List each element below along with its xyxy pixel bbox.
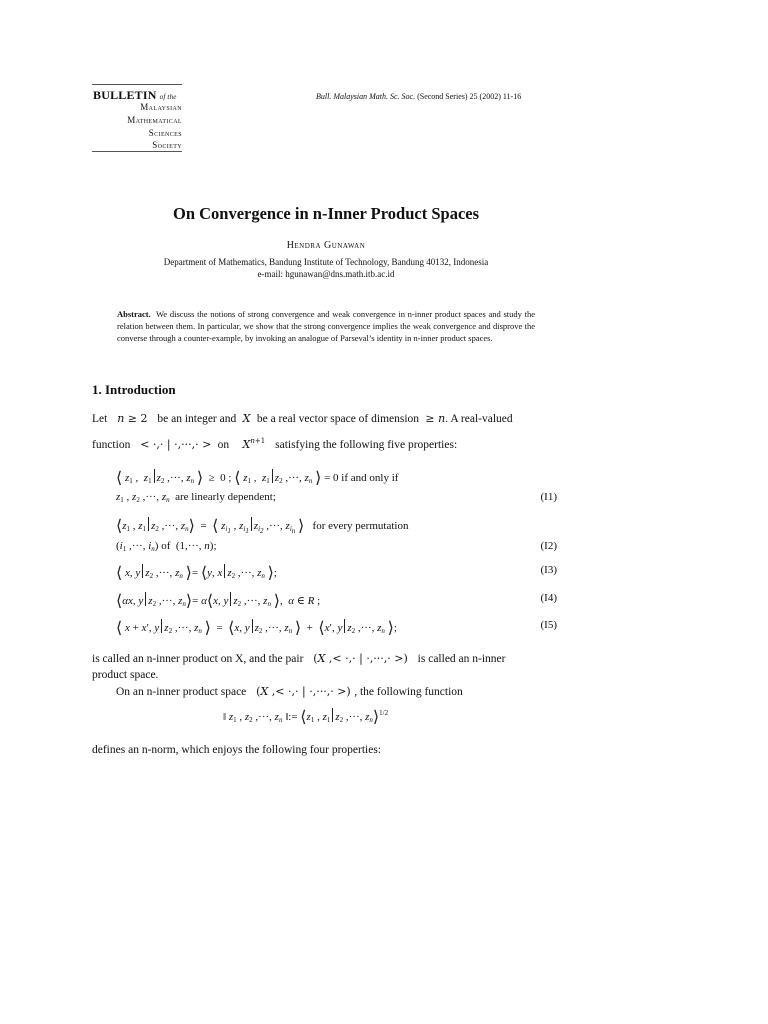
- tag-i1: (I1): [540, 491, 557, 503]
- society-line-4: Society: [152, 140, 182, 150]
- property-i2-line-1: $⟨z_1$ , $z_1$ $z_2$ ,···, $z_n⟩$ = ⟨ $z_{i_1}$ , $z_{i_1}$ $z_{i_2}$ ,···, $z_{i_n}$ ⟩ for every permutation: [116, 518, 409, 535]
- property-i3: ⟨ x, y $z_2$ ,···, $z_n$ ⟩= ⟨y, x $z_2$ ,···, $z_n$ ⟩;: [116, 565, 277, 582]
- paper-title: On Convergence in n-Inner Product Spaces: [172, 204, 480, 223]
- abstract-label: Abstract.: [117, 309, 151, 319]
- after-line-3: [116, 685, 582, 699]
- math-geq-n: ≥ n: [421, 412, 446, 425]
- tag-i3: (I3): [540, 564, 557, 576]
- i1-condition: = 0 if and only if: [324, 472, 399, 484]
- math-n-geq-2: n ≥ 2: [117, 412, 155, 425]
- paper-author: Hendra Gunawan: [286, 240, 366, 251]
- math-x-power: $X^{n+1}$: [242, 437, 266, 451]
- i2-end: ;: [213, 540, 217, 552]
- property-i2-line-2: ($i_1$ ,···, $i_n$) of (1,···, n);: [116, 540, 217, 553]
- text-satisfying: satisfying the following five properties:: [275, 439, 458, 451]
- intro-line-2: [92, 434, 558, 452]
- society-line-2: Mathematical: [127, 115, 182, 125]
- citation-details: (Second Series) 25 (2002) 11-16: [417, 92, 522, 101]
- tag-i2: (I2): [540, 540, 557, 552]
- math-x: X: [242, 412, 251, 425]
- section-heading: 1. Introduction: [92, 382, 176, 397]
- property-i4: ⟨αx, y $z_2$ ,···, $z_n⟩=$ α⟨x, y $z_2$ ,···, $z_n$ ⟩, α ∈ R ;: [116, 593, 321, 610]
- text-function: function: [92, 439, 131, 451]
- after-line-2: product space.: [92, 669, 159, 681]
- property-i5: ⟨ x + x′, y $z_2$ ,···, $z_n$ ⟩ = ⟨x, y $z_2$ ,···, $z_n$ ⟩ + ⟨x′, y $z_2$ ,···, $z_n$ ⟩;: [116, 620, 397, 637]
- math-space-pair: (X ,< ·,· | ·,···,· >): [249, 685, 355, 698]
- society-line-1: Malaysian: [140, 102, 182, 112]
- author-affiliation: Department of Mathematics, Bandung Institute of Technology, Bandung 40132, Indonesia: [163, 257, 489, 267]
- property-i1-line-2: $z_1$ , $z_2$ ,···, $z_n$ are linearly dependent;: [116, 491, 276, 504]
- journal-citation: [316, 92, 521, 101]
- i2-permutation: for every permutation: [312, 520, 409, 532]
- after-line-1: [92, 652, 558, 666]
- society-line-3: Sciences: [148, 128, 182, 138]
- math-inner-product-symbol: < ·,· | ·,···,· >: [133, 438, 215, 451]
- abstract: [117, 308, 535, 345]
- journal-masthead: [93, 88, 177, 103]
- property-i1-line-1: ⟨ $z_1$ , $z_1$ $z_2$ ,···, $z_n$ ⟩ ≥ 0 ; ⟨ $z_1$ , $z_1$ $z_2$ ,···, $z_n$ ⟩ = 0 if and only if: [116, 470, 399, 487]
- text-called-n-inner: is called an n-inner product on X, and the pair: [92, 653, 304, 665]
- of-the-label: of the: [159, 93, 177, 101]
- abstract-text: We discuss the notions of strong convergence and weak convergence in n-inner product spaces and study the relation between them. In particular, we show that the strong convergence implies the weak convergence and disprove the converse through a counter-example, by invoking an analogue of Parseval’s identity in n-inner product spaces.: [117, 309, 535, 344]
- tag-i4: (I4): [540, 592, 557, 604]
- author-email: e-mail: hgunawan@dns.math.itb.ac.id: [257, 269, 395, 279]
- text-dimension: be a real vector space of dimension: [256, 413, 420, 425]
- text-on: on: [217, 439, 230, 451]
- text-integer: be an integer and: [157, 413, 237, 425]
- text-on-n-inner-space: On an n-inner product space: [116, 686, 247, 698]
- masthead-top-rule: [92, 84, 182, 85]
- tag-i5: (I5): [540, 619, 557, 631]
- i1-dependent: are linearly dependent;: [175, 491, 276, 503]
- citation-journal: Bull. Malaysian Math. Sc. Soc.: [316, 92, 416, 101]
- after-line-4: defines an n-norm, which enjoys the following four properties:: [92, 744, 382, 756]
- text-real-valued: . A real-valued: [445, 413, 513, 425]
- intro-line-1: [92, 412, 558, 426]
- math-pair: (X ,< ·,· | ·,···,· >): [306, 652, 415, 665]
- n-norm-definition: ‖ $z_1$ , $z_2$ ,···, $z_n$ ‖:= $⟨z_1$ , $z_1$ $z_2$ ,···, $z_n⟩^{1/2}$: [223, 709, 389, 726]
- text-following-function: , the following function: [354, 686, 463, 698]
- masthead-bottom-rule: [92, 151, 182, 152]
- text-let: Let: [92, 413, 108, 425]
- text-is-called: is called an n-inner: [417, 653, 506, 665]
- bulletin-label: BULLETIN: [93, 88, 157, 102]
